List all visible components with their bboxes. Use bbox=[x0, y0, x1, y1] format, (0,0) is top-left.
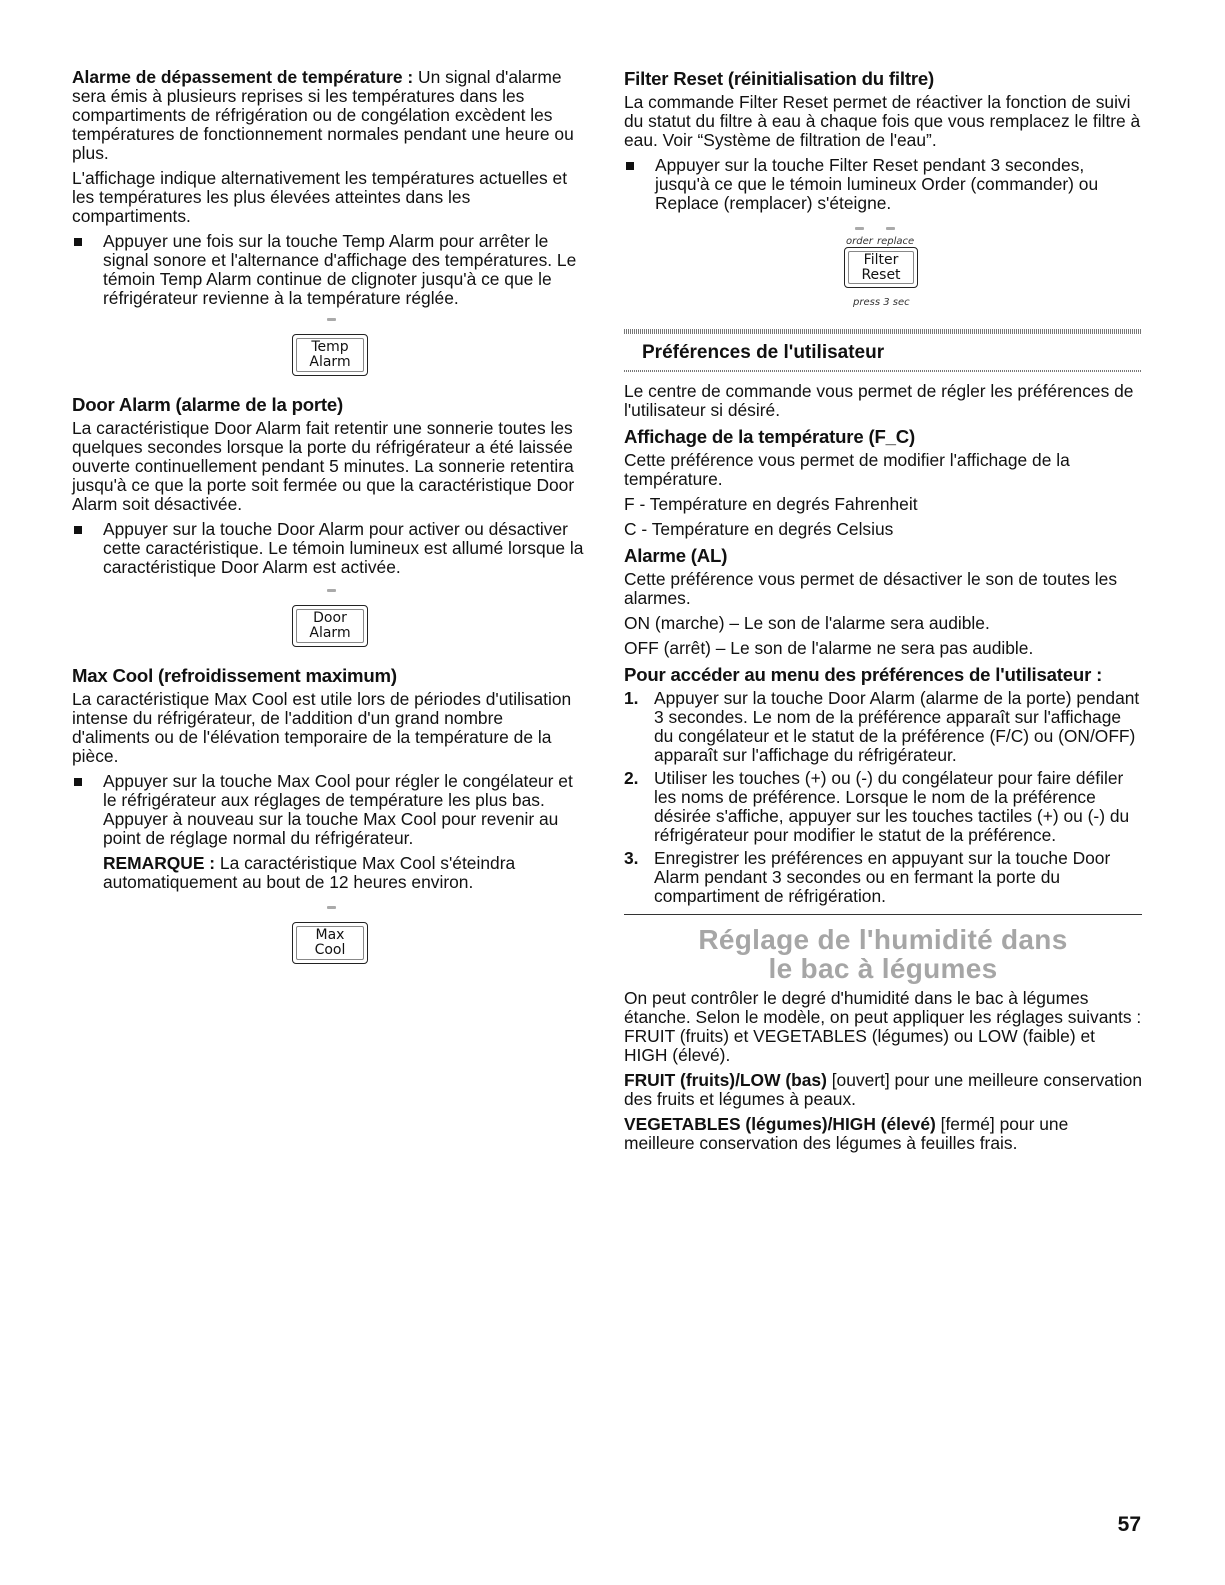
bullet-square-icon bbox=[74, 238, 82, 246]
left-column bbox=[72, 68, 584, 980]
temp-alarm-bullet bbox=[72, 232, 584, 308]
temp-alarm-key-line1: Temp bbox=[311, 339, 349, 355]
filter-reset-text: La commande Filter Reset permet de réactiver la fonction de suivi du statut du filtre à eau à chaque fois que vous remplacez le filtre à eau. Voir “Système de filtration de l'eau”. bbox=[624, 92, 1141, 150]
max-cool-key-figure bbox=[72, 900, 584, 974]
indicator-led-icon bbox=[327, 318, 336, 321]
bullet-square-icon bbox=[626, 162, 634, 170]
menu-step bbox=[624, 689, 1142, 765]
max-cool-key-line1: Max bbox=[315, 927, 345, 943]
door-alarm-bullet bbox=[72, 520, 584, 577]
page-number: 57 bbox=[1117, 1513, 1141, 1536]
filter-reset-bullet-text: Appuyer sur la touche Filter Reset pendant 3 secondes, jusqu'à ce que le témoin lumineux Order (commander) ou Replace (remplacer) s'éteigne. bbox=[655, 155, 1099, 213]
bullet-square-icon bbox=[74, 778, 82, 786]
temp-display-text: Cette préférence vous permet de modifier l'affichage de la température. bbox=[624, 450, 1070, 489]
temp-alarm-paragraph bbox=[72, 68, 584, 163]
alarm-on-line: ON (marche) – Le son de l'alarme sera audible. bbox=[624, 613, 990, 633]
menu-step-text: Utiliser les touches (+) ou (-) du congélateur pour faire défiler les noms de préférence. Lorsque le nom de la préférence désirée s'affiche, appuyer sur les touches tactiles (+) ou (-) du réfrigérateur pour modifier le statut de la préférence. bbox=[654, 768, 1130, 845]
max-cool-note bbox=[72, 854, 584, 892]
door-alarm-key-line1: Door bbox=[313, 610, 347, 626]
preferences-intro: Le centre de commande vous permet de régler les préférences de l'utilisateur si désiré. bbox=[624, 381, 1134, 420]
replace-label: replace bbox=[877, 236, 915, 247]
bullet-square-icon bbox=[74, 526, 82, 534]
max-cool-text: La caractéristique Max Cool est utile lors de périodes d'utilisation intense du réfrigérateur, de l'addition d'un grand nombre d'aliments ou de l'élévation temporaire de la température de la pièce. bbox=[72, 689, 572, 766]
alarm-pref-heading: Alarme (AL) bbox=[624, 545, 728, 566]
replace-led-icon bbox=[886, 227, 895, 230]
menu-step-number: 3. bbox=[624, 848, 639, 868]
preferences-section-title: Préférences de l'utilisateur bbox=[642, 342, 885, 363]
fahrenheit-line: F - Température en degrés Fahrenheit bbox=[624, 494, 918, 514]
indicator-led-icon bbox=[327, 906, 336, 909]
celsius-line: C - Température en degrés Celsius bbox=[624, 519, 894, 539]
door-alarm-key bbox=[292, 605, 368, 647]
door-alarm-key-figure bbox=[72, 585, 584, 659]
filter-reset-bullet bbox=[624, 156, 1142, 213]
max-cool-bullet-text: Appuyer sur la touche Max Cool pour régler le congélateur et le réfrigérateur aux réglages de température les plus bas. Appuyer à nouveau sur la touche Max Cool pour revenir au point de réglage normal du réfrigérateur. bbox=[103, 771, 573, 848]
filter-reset-key bbox=[844, 247, 918, 288]
indicator-led-icon bbox=[327, 589, 336, 592]
temp-alarm-key bbox=[292, 334, 368, 376]
order-led-icon bbox=[855, 227, 864, 230]
right-column bbox=[624, 68, 1142, 1159]
temp-alarm-paragraph-2: L'affichage indique alternativement les températures actuelles et les températures les plus élevées atteintes dans les compartiments. bbox=[72, 168, 568, 226]
door-alarm-key-line2: Alarm bbox=[309, 625, 351, 641]
door-alarm-text: La caractéristique Door Alarm fait retentir une sonnerie toutes les quelques secondes lorsque la porte du réfrigérateur a été laissée ouverte continuellement pendant 5 minutes. La sonnerie retentira jusqu'à ce que la porte soit fermée ou que la caractéristique Door Alarm soit désactivée. bbox=[72, 418, 575, 514]
max-cool-note-label: REMARQUE : bbox=[103, 853, 216, 873]
temp-display-heading: Affichage de la température (F_C) bbox=[624, 426, 915, 447]
filter-reset-key-figure bbox=[624, 227, 1142, 319]
fruit-setting-text: [ouvert] pour une meilleure conservation des fruits et légumes à peaux. bbox=[624, 1070, 1143, 1109]
menu-step-text: Enregistrer les préférences en appuyant sur la touche Door Alarm pendant 3 secondes ou en fermant la porte du compartiment de réfrigération. bbox=[654, 848, 1111, 906]
temp-alarm-key-line2: Alarm bbox=[309, 354, 351, 370]
filter-reset-heading: Filter Reset (réinitialisation du filtre) bbox=[624, 68, 935, 89]
vegetables-setting-text: [fermé] pour une meilleure conservation des légumes à feuilles frais. bbox=[624, 1114, 1069, 1153]
menu-step bbox=[624, 849, 1142, 906]
fruit-setting-label: FRUIT (fruits)/LOW (bas) bbox=[624, 1070, 827, 1090]
max-cool-key-line2: Cool bbox=[314, 942, 346, 958]
humidity-section-title bbox=[624, 925, 1142, 983]
filter-reset-key-line1: Filter bbox=[863, 252, 899, 268]
preferences-section-header bbox=[624, 329, 1142, 372]
menu-step-number: 2. bbox=[624, 768, 639, 788]
temp-alarm-text: Un signal d'alarme sera émis à plusieurs reprises si les températures dans les compartiments de réfrigération ou de congélation excèdent les températures de fonctionnement normales pendant une heure ou plus. bbox=[72, 67, 574, 163]
temp-alarm-heading: Alarme de dépassement de température : bbox=[72, 67, 414, 87]
max-cool-key bbox=[292, 922, 368, 964]
temp-alarm-bullet-text: Appuyer une fois sur la touche Temp Alarm pour arrêter le signal sonore et l'alternance d'affichage des températures. Le témoin Temp Alarm continue de clignoter jusqu'à ce que le réfrigérateur revienne à la température réglée. bbox=[103, 231, 577, 308]
humidity-title-line2: le bac à légumes bbox=[768, 953, 998, 984]
alarm-pref-text: Cette préférence vous permet de désactiver le son de toutes les alarmes. bbox=[624, 569, 1118, 608]
door-alarm-bullet-text: Appuyer sur la touche Door Alarm pour activer ou désactiver cette caractéristique. Le témoin lumineux est allumé lorsque la caractéristique Door Alarm est activée. bbox=[103, 519, 584, 577]
menu-step bbox=[624, 769, 1142, 845]
alarm-off-line: OFF (arrêt) – Le son de l'alarme ne sera pas audible. bbox=[624, 638, 1034, 658]
menu-step-text: Appuyer sur la touche Door Alarm (alarme de la porte) pendant 3 secondes. Le nom de la préférence apparaît sur l'affichage du congélateur et le statut de la préférence (F/C) ou (ON/OFF) apparaît sur l'affichage du réfrigérateur. bbox=[654, 688, 1140, 765]
humidity-text: On peut contrôler le degré d'humidité dans le bac à légumes étanche. Selon le modèle, on peut appliquer les réglages suivants : FRUIT (fruits) et VEGETABLES (légumes) ou LOW (faible) et HIGH (élevé). bbox=[624, 988, 1142, 1065]
humidity-title-line1: Réglage de l'humidité dans bbox=[698, 924, 1068, 955]
vegetables-setting-label: VEGETABLES (légumes)/HIGH (élevé) bbox=[624, 1114, 936, 1134]
fruit-setting bbox=[624, 1071, 1142, 1109]
max-cool-note-text: La caractéristique Max Cool s'éteindra automatiquement au bout de 12 heures environ. bbox=[103, 853, 516, 892]
max-cool-heading: Max Cool (refroidissement maximum) bbox=[72, 665, 397, 686]
filter-reset-key-line2: Reset bbox=[861, 267, 901, 283]
press-duration-label: press 3 sec bbox=[853, 297, 910, 308]
max-cool-bullet bbox=[72, 772, 584, 848]
order-label: order bbox=[846, 236, 873, 247]
section-divider bbox=[624, 914, 1142, 915]
temp-alarm-key-figure bbox=[72, 316, 584, 388]
menu-access-heading: Pour accéder au menu des préférences de l'utilisateur : bbox=[624, 664, 1103, 685]
vegetables-setting bbox=[624, 1115, 1142, 1153]
section-rule-bottom bbox=[624, 370, 1142, 372]
door-alarm-heading: Door Alarm (alarme de la porte) bbox=[72, 394, 344, 415]
menu-step-number: 1. bbox=[624, 688, 639, 708]
